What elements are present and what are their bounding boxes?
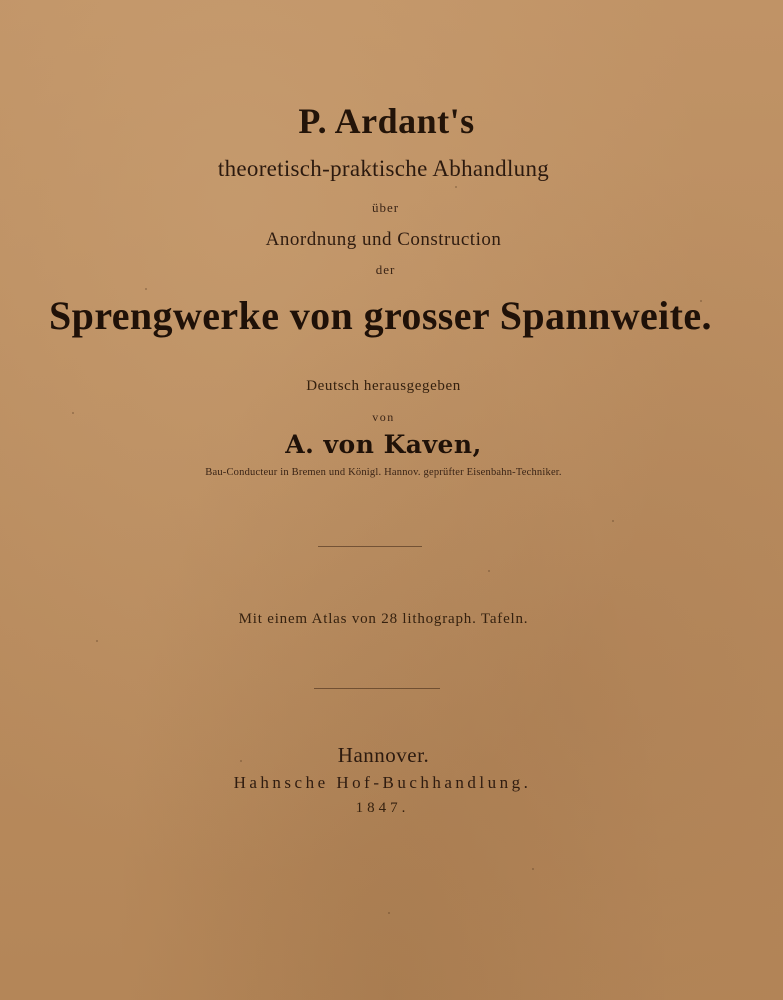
imprint-city: Hannover. [337, 743, 430, 767]
paper-speck [72, 412, 74, 414]
divider-rule-top [318, 546, 422, 547]
imprint-publisher: Hahnsche Hof-Buchhandlung. [233, 773, 532, 792]
paper-speck [240, 760, 242, 762]
paper-speck [700, 300, 702, 302]
paper-speck [612, 520, 614, 522]
edited-by-line: Deutsch herausgegeben [306, 378, 461, 394]
treatise-subtitle: theoretisch-praktische Abhandlung [217, 156, 550, 181]
paper-speck [145, 288, 147, 290]
paper-speck [455, 186, 457, 188]
main-title: Sprengwerke von grosser Spannweite. [49, 293, 712, 338]
paper-speck [532, 868, 534, 870]
editor-credentials: Bau-Conducteur in Bremen und Königl. Hannov. geprüfter Eisenbahn-Techniker. [205, 467, 562, 478]
paper-speck [488, 570, 490, 572]
atlas-note: Mit einem Atlas von 28 lithograph. Tafeln. [238, 611, 529, 627]
imprint-year: 1847. [355, 800, 410, 816]
connector-ueber: über [371, 200, 400, 215]
editor-name: A. von Kaven, [285, 430, 482, 459]
subject-line: Anordnung und Construction [265, 229, 502, 250]
divider-rule-bottom [314, 688, 440, 689]
paper-speck [388, 912, 390, 914]
connector-von: von [372, 410, 395, 424]
connector-der: der [375, 262, 396, 277]
paper-speck [96, 640, 98, 642]
author-heading: P. Ardant's [298, 101, 475, 141]
